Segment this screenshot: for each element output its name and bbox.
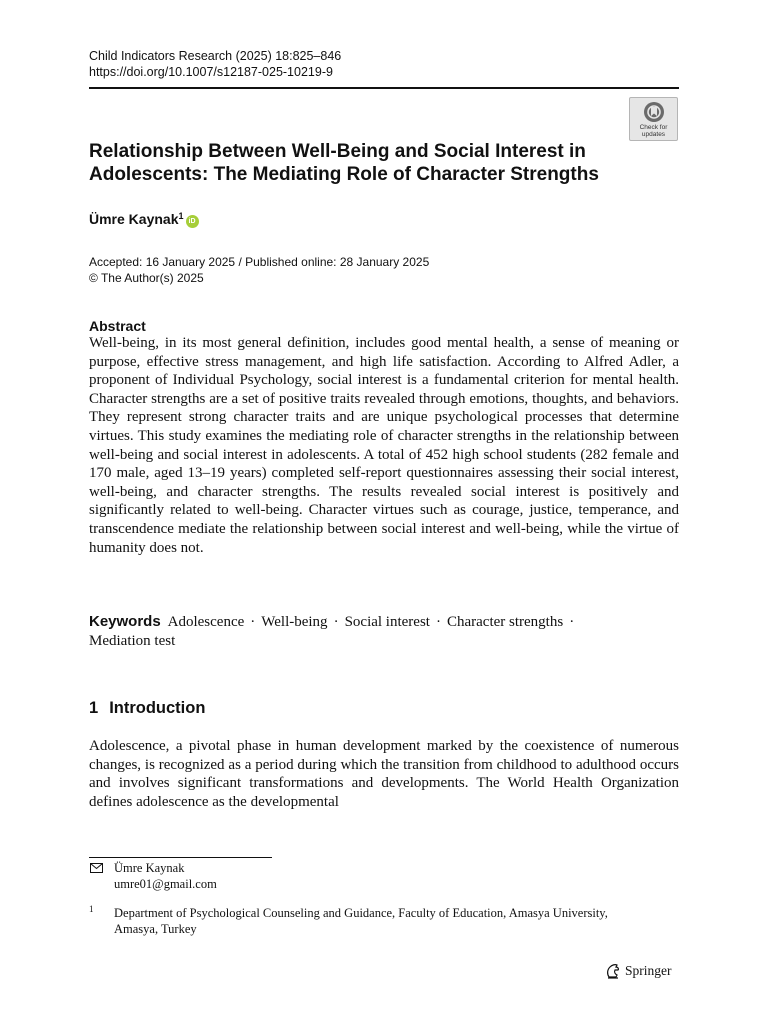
keyword-separator: · (250, 614, 256, 630)
keyword-item: Social interest (344, 614, 430, 630)
keyword-separator: · (435, 614, 441, 630)
article-title-line-2: Adolescents: The Mediating Role of Character Strengths (89, 164, 599, 185)
keyword-separator: · (333, 614, 339, 630)
author-line (89, 207, 199, 228)
keyword-item: Adolescence (167, 614, 245, 630)
keywords-label: Keywords (89, 613, 161, 630)
introduction-text: Adolescence, a pivotal phase in human development marked by the coexistence of numerous changes, is recognized as a period during which the transition from childhood to adulthood occurs and involves significant transformations and developments. The World Health Organization defines adolescence as the developmental (89, 738, 679, 810)
article-title (89, 140, 669, 186)
article-dates (89, 254, 429, 286)
keywords (89, 612, 679, 651)
affiliation-text: Department of Psychological Counseling and Guidance, Faculty of Education, Amasya University, Amasya, Turkey (114, 906, 608, 936)
check-updates-label: Check for updates (639, 124, 668, 138)
section-number: 1 (89, 699, 99, 717)
contact-email[interactable]: umre01@gmail.com (114, 877, 217, 891)
header-rule (89, 87, 679, 89)
publisher-name: Springer (625, 963, 672, 978)
springer-logo (604, 962, 684, 980)
bookmark-circle-icon (643, 101, 665, 123)
section-heading (89, 698, 205, 718)
keyword-item: Mediation test (89, 633, 176, 649)
author-affiliation-marker: 1 (178, 211, 184, 221)
copyright-notice: © The Author(s) 2025 (89, 271, 204, 285)
affiliation-number: 1 (89, 904, 94, 914)
section-title: Introduction (109, 699, 206, 717)
doi-link[interactable]: https://doi.org/10.1007/s12187-025-10219-9 (89, 65, 333, 79)
keyword-separator: · (569, 614, 575, 630)
abstract-heading: Abstract (89, 318, 146, 334)
journal-header (89, 48, 341, 80)
check-for-updates-badge[interactable] (629, 97, 678, 141)
contact-name: Ümre Kaynak (114, 861, 185, 875)
keyword-item: Character strengths (446, 614, 564, 630)
accepted-published-dates: Accepted: 16 January 2025 / Published online: 28 January 2025 (89, 255, 430, 269)
journal-citation: Child Indicators Research (2025) 18:825–846 (89, 49, 342, 63)
envelope-icon (90, 863, 103, 873)
footnote-rule (89, 857, 272, 858)
author-name[interactable]: Ümre Kaynak (89, 211, 179, 227)
keyword-item: Well-being (261, 614, 328, 630)
springer-horse-icon (604, 962, 622, 980)
orcid-icon[interactable]: iD (186, 215, 199, 228)
abstract-text: Well-being, in its most general definition, includes good mental health, a sense of meaning or purpose, effective stress management, and high life satisfaction. According to Alfred Adler, a proponent of Individual Psychology, social interest is a fundamental criterion for mental health. Character strengths are a set of positive traits revealed through emotions, thoughts, and behaviors. They represent strong character traits and are unique psychological processes that determine virtues. This study examines the mediating role of character strengths in the relationship between well-being and social interest in adolescents. A total of 452 high school students (282 female and 170 male, aged 13–19 years) completed self-report questionnaires assessing their social interest, well-being, and character strengths. The results revealed social interest is positively and significantly related to well-being. Character virtues such as courage, justice, temperance, and transcendence mediate the relationship between social interest and well-being, while the virtue of humanity does not. (89, 335, 679, 556)
article-title-line-1: Relationship Between Well-Being and Social Interest in (89, 141, 586, 162)
